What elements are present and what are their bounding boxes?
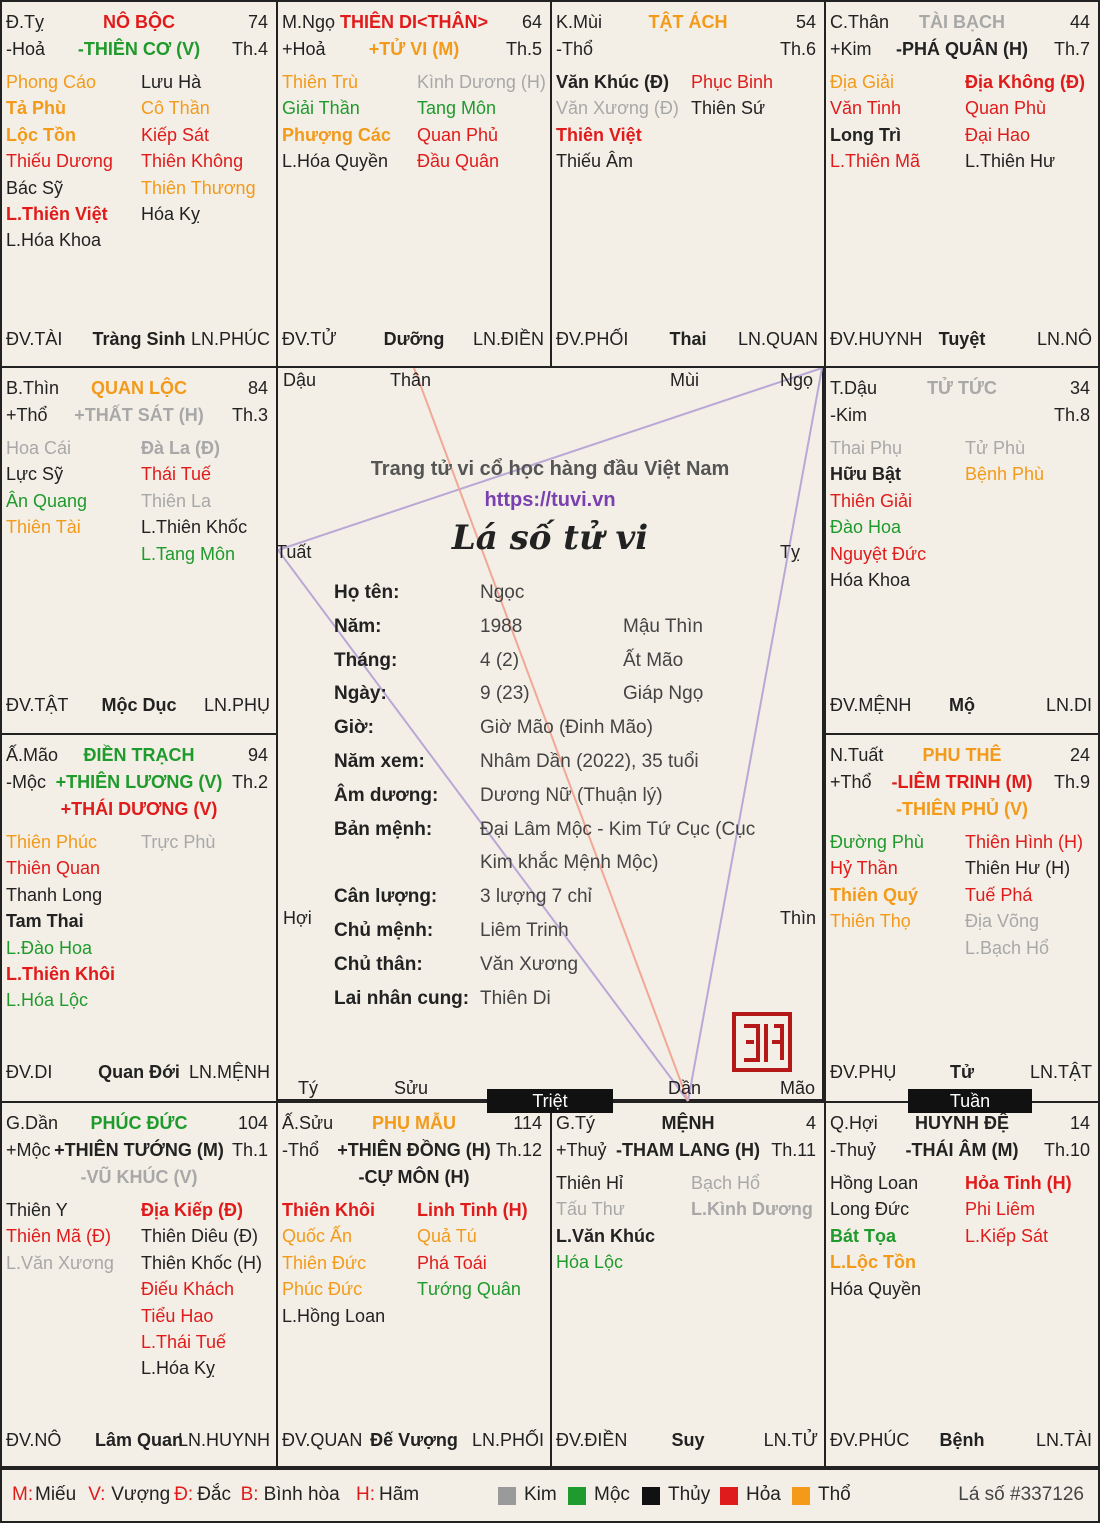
palace-month: Th.11 <box>771 1140 816 1160</box>
palace-age: 34 <box>1069 378 1090 398</box>
minor-star: Văn Khúc (Đ) <box>556 72 670 92</box>
luu-nien-label: LN.MỆNH <box>188 1062 270 1082</box>
info-value-2: Mậu Thìn <box>623 615 703 637</box>
legend-key: Đ: <box>174 1484 194 1505</box>
minor-star: Hóa Khoa <box>830 570 911 590</box>
minor-star: L.Hóa Quyền <box>282 151 389 172</box>
minor-star: L.Bạch Hổ <box>965 937 1050 958</box>
palace-name: THIÊN DI<THÂN> <box>339 12 489 32</box>
luu-nien-label: LN.PHỐI <box>471 1430 544 1450</box>
luu-nien-label: LN.PHỤ <box>203 695 270 715</box>
legend-value: Miếu <box>35 1484 77 1505</box>
minor-star: Địa Giải <box>830 72 895 92</box>
element-sign: -Mộc <box>6 772 46 792</box>
element-name: Mộc <box>594 1484 630 1505</box>
minor-star: Thanh Long <box>6 884 103 905</box>
palace-age: 74 <box>247 12 268 32</box>
minor-star: Giải Thần <box>282 98 360 119</box>
element-sign: +Thuỷ <box>556 1140 607 1160</box>
palace-name: PHỤ MẪU <box>372 1113 456 1133</box>
minor-star: Tấu Thư <box>556 1199 625 1220</box>
minor-star: Phượng Các <box>282 124 391 145</box>
palace-age: 104 <box>237 1113 268 1133</box>
minor-star: Quốc Ấn <box>282 1226 353 1247</box>
minor-star: Linh Tinh (H) <box>417 1200 528 1220</box>
luu-nien-label: LN.QUAN <box>737 329 818 349</box>
main-star: +THIÊN LƯƠNG (V) <box>55 772 223 792</box>
palace-than-canh[interactable] <box>824 0 1100 368</box>
element-name: Thủy <box>668 1484 711 1505</box>
minor-star: Thiên Diêu (Đ) <box>141 1226 259 1247</box>
dai-van-label: ĐV.TÀI <box>6 329 63 349</box>
minor-star: Hóa Kỵ <box>141 204 201 224</box>
palace-age: 14 <box>1069 1113 1090 1133</box>
legend-key: H: <box>356 1484 375 1505</box>
minor-star: Hoa Cái <box>6 438 72 458</box>
branch-name: Q.Hợi <box>830 1113 878 1133</box>
minor-star: Đại Hao <box>965 124 1031 145</box>
info-label: Cân lượng: <box>334 886 438 908</box>
minor-star: Lộc Tồn <box>6 124 76 145</box>
main-star: -THAM LANG (H) <box>616 1140 760 1160</box>
palace-month: Th.1 <box>231 1140 268 1160</box>
palace-month: Th.12 <box>495 1140 542 1160</box>
legend-value: Bình hòa <box>263 1484 340 1505</box>
dai-van-label: ĐV.ĐIỀN <box>556 1430 628 1450</box>
life-stage: Dưỡng <box>383 329 445 349</box>
info-value: Giờ Mão (Đinh Mão) <box>480 717 653 739</box>
branch-name: N.Tuất <box>830 745 884 765</box>
life-stage: Bệnh <box>939 1430 985 1450</box>
minor-star: Thiên La <box>141 490 212 511</box>
luu-nien-label: LN.TÀI <box>1035 1430 1092 1450</box>
site-url: https://tuvi.vn <box>484 489 616 511</box>
minor-star: Bác Sỹ <box>6 177 64 198</box>
chart-id: Lá số #337126 <box>958 1484 1084 1505</box>
minor-star: L.Thiên Khôi <box>6 964 115 984</box>
minor-star: Thiên Tài <box>6 517 81 538</box>
palace-name: PHU THÊ <box>922 745 1002 765</box>
corner-label-suu: Sửu <box>394 1078 429 1098</box>
info-value-2: Giáp Ngọ <box>623 683 704 705</box>
minor-star: Lực Sỹ <box>6 464 64 485</box>
minor-star: Nguyệt Đức <box>830 543 927 564</box>
minor-star: L.Kiếp Sát <box>965 1225 1049 1246</box>
minor-star: Bệnh Phù <box>965 464 1045 485</box>
palace-suu-at[interactable] <box>276 1101 552 1468</box>
minor-star: Quan Phù <box>965 98 1047 119</box>
corner-label-mui: Mùi <box>670 370 700 390</box>
minor-star: Hóa Quyền <box>830 1278 922 1299</box>
minor-star: Thiên Khốc (H) <box>141 1252 263 1273</box>
palace-ty-giap[interactable] <box>550 1101 826 1468</box>
minor-star: Tiểu Hao <box>141 1305 214 1326</box>
minor-star: Văn Tinh <box>830 98 902 119</box>
corner-label-ngo: Ngọ <box>780 370 814 390</box>
minor-star: Long Trì <box>830 124 901 145</box>
palace-name: TÀI BẠCH <box>919 12 1005 32</box>
element-sign: +Hoả <box>282 39 326 59</box>
info-label: Họ tên: <box>334 582 400 603</box>
element-sign: -Thổ <box>282 1140 320 1160</box>
minor-star: Địa Không (Đ) <box>965 72 1085 92</box>
main-star: -LIÊM TRINH (M) <box>891 772 1033 792</box>
palace-month: Th.8 <box>1053 405 1090 425</box>
corner-label-tuat: Tuất <box>276 542 312 562</box>
life-stage: Quan Đới <box>98 1062 180 1082</box>
minor-star: Tuế Phá <box>965 884 1033 905</box>
info-value: 1988 <box>480 615 523 637</box>
corner-label-dan: Dần <box>668 1078 702 1098</box>
info-value: 3 lượng 7 chỉ <box>480 886 592 908</box>
minor-star: Thiên Khôi <box>282 1200 375 1220</box>
minor-star: L.Thiên Mã <box>830 151 921 172</box>
corner-label-than: Thân <box>390 370 432 390</box>
palace-age: 64 <box>521 12 542 32</box>
life-stage: Suy <box>671 1430 705 1450</box>
life-stage: Mộ <box>949 695 975 715</box>
minor-star: Thiên Hình (H) <box>965 832 1084 852</box>
main-star: -THIÊN PHỦ (V) <box>896 799 1028 819</box>
branch-name: Ấ.Mão <box>6 745 59 765</box>
seal-logo <box>732 1012 792 1072</box>
info-value: Nhâm Dần (2022), 35 tuổi <box>480 751 699 772</box>
palace-age: 24 <box>1069 745 1090 765</box>
corner-label-dau: Dậu <box>283 370 317 390</box>
corner-label-thin: Thìn <box>780 908 817 928</box>
minor-star: Thiên Hư (H) <box>965 858 1071 879</box>
minor-star: Thiên Quan <box>6 858 101 879</box>
element-swatch <box>642 1487 660 1505</box>
life-stage: Tử <box>949 1062 975 1082</box>
palace-dau-tan[interactable] <box>824 366 1100 735</box>
palace-name: NÔ BỘC <box>103 12 175 32</box>
main-star: -THÁI ÂM (M) <box>905 1140 1019 1160</box>
chart-title: Lá số tử vi <box>451 518 649 558</box>
minor-star: Thiên Thọ <box>830 911 911 932</box>
info-label: Tháng: <box>334 649 398 671</box>
element-name: Thổ <box>818 1484 851 1505</box>
main-star: -PHÁ QUÂN (H) <box>896 39 1028 59</box>
element-swatch <box>498 1487 516 1505</box>
corner-label-ty_b: Tý <box>298 1078 318 1098</box>
dai-van-label: ĐV.PHÚC <box>830 1430 910 1450</box>
minor-star: Hữu Bật <box>830 464 902 485</box>
branch-name: Ấ.Sửu <box>282 1113 334 1133</box>
minor-star: Lưu Hà <box>141 72 202 92</box>
minor-star: Thiên Sứ <box>691 98 766 119</box>
minor-star: L.Đào Hoa <box>6 937 93 958</box>
info-value: Liêm Trinh <box>480 920 569 941</box>
palace-name: ĐIỀN TRẠCH <box>83 745 195 765</box>
palace-mao-at[interactable] <box>0 733 278 1103</box>
palace-month: Th.7 <box>1053 39 1090 59</box>
info-label: Ngày: <box>334 683 387 705</box>
tuan-tag: Tuần <box>908 1089 1032 1113</box>
minor-star: Tử Phù <box>965 438 1026 458</box>
branch-name: C.Thân <box>830 12 890 32</box>
legend-bar <box>0 1468 1100 1523</box>
minor-star: Thiên Y <box>6 1200 68 1220</box>
palace-name: TỬ TỨC <box>927 378 997 398</box>
main-star: -CỰ MÔN (H) <box>358 1167 470 1187</box>
dai-van-label: ĐV.MỆNH <box>830 695 912 715</box>
branch-name: K.Mùi <box>556 12 603 32</box>
minor-star: L.Thiên Hư <box>965 151 1056 172</box>
palace-dan-giap[interactable] <box>0 1101 278 1468</box>
main-star: +THIÊN ĐỒNG (H) <box>337 1140 491 1160</box>
dai-van-label: ĐV.HUYNH <box>830 329 923 349</box>
palace-month: Th.2 <box>231 772 268 792</box>
info-value-2: Ất Mão <box>623 649 684 671</box>
luu-nien-label: LN.ĐIỀN <box>472 329 544 349</box>
minor-star: L.Thái Tuế <box>141 1332 227 1352</box>
palace-ngo-mau[interactable] <box>276 0 552 368</box>
branch-name: G.Tý <box>556 1113 595 1133</box>
palace-hoi-quy[interactable] <box>824 1101 1100 1468</box>
minor-star: Thiên Mã (Đ) <box>6 1226 112 1247</box>
minor-star: Hỷ Thần <box>830 858 898 879</box>
minor-star: Văn Xương (Đ) <box>556 98 679 119</box>
minor-star: Tả Phù <box>6 98 67 119</box>
minor-star: L.Kình Dương <box>691 1199 813 1220</box>
info-value: Đại Lâm Mộc - Kim Tứ Cục (Cục <box>480 818 756 840</box>
minor-star: Thiên Hỉ <box>556 1173 624 1193</box>
minor-star: Kiếp Sát <box>141 124 210 145</box>
minor-star: Thiên Quý <box>830 884 919 905</box>
minor-star: Thiên Giải <box>830 490 913 511</box>
element-sign: -Thổ <box>556 39 594 59</box>
main-star: +THIÊN TƯỚNG (M) <box>54 1140 224 1160</box>
main-star: -THIÊN CƠ (V) <box>77 39 201 59</box>
minor-star: Hóa Lộc <box>556 1252 624 1273</box>
dai-van-label: ĐV.NÔ <box>6 1430 62 1450</box>
branch-name: T.Dậu <box>830 378 878 398</box>
minor-star: L.Tang Môn <box>141 543 236 564</box>
luu-nien-label: LN.PHÚC <box>190 329 270 349</box>
main-star: +TỬ VI (M) <box>368 39 460 59</box>
palace-month: Th.9 <box>1053 772 1090 792</box>
dai-van-label: ĐV.TỬ <box>282 329 337 349</box>
legend-value: Hãm <box>379 1484 420 1505</box>
minor-star: Phá Toái <box>417 1252 487 1273</box>
dai-van-label: ĐV.DI <box>6 1062 53 1082</box>
minor-star: Quan Phủ <box>417 124 499 145</box>
minor-star: Thái Tuế <box>141 464 212 485</box>
minor-star: Đầu Quân <box>417 151 500 172</box>
triet-tag: Triệt <box>487 1089 613 1113</box>
element-sign: +Thổ <box>830 772 872 792</box>
palace-age: 54 <box>795 12 816 32</box>
luu-nien-label: LN.TỬ <box>763 1430 818 1450</box>
info-value: 4 (2) <box>480 649 520 671</box>
palace-month: Th.10 <box>1043 1140 1090 1160</box>
minor-star: Đào Hoa <box>830 517 902 538</box>
minor-star: Điếu Khách <box>141 1279 235 1300</box>
main-star: -VŨ KHÚC (V) <box>80 1167 198 1187</box>
minor-star: L.Văn Khúc <box>556 1225 656 1246</box>
center-panel <box>276 366 824 1101</box>
info-label: Lai nhân cung: <box>334 987 470 1009</box>
palace-ty-dinh[interactable] <box>0 0 278 368</box>
palace-tuat-nham[interactable] <box>824 733 1100 1103</box>
minor-star: Ân Quang <box>6 490 88 511</box>
minor-star: Đà La (Đ) <box>141 438 221 458</box>
info-label: Bản mệnh: <box>334 818 433 840</box>
minor-star: Thiên Thương <box>141 177 256 198</box>
minor-star: L.Hóa Lộc <box>6 990 89 1011</box>
palace-name: MỆNH <box>661 1113 715 1133</box>
palace-mui-ky[interactable] <box>550 0 826 368</box>
palace-month: Th.4 <box>231 39 268 59</box>
minor-star: Kình Dương (H) <box>417 72 546 92</box>
life-stage: Tuyệt <box>938 329 986 349</box>
palace-age: 4 <box>805 1113 816 1133</box>
life-stage: Lâm Quan <box>94 1430 183 1450</box>
dai-van-label: ĐV.TẬT <box>6 695 69 715</box>
info-label: Giờ: <box>334 717 374 739</box>
minor-star: Tang Môn <box>417 98 497 119</box>
element-sign: -Thuỷ <box>830 1140 877 1160</box>
minor-star: Cô Thần <box>141 98 210 119</box>
palace-month: Th.5 <box>505 39 542 59</box>
branch-name: Đ.Tỵ <box>6 12 44 32</box>
life-stage: Thai <box>669 329 707 349</box>
luu-nien-label: LN.HUYNH <box>177 1430 270 1450</box>
palace-name: HUYNH ĐỆ <box>914 1113 1009 1133</box>
site-heading: Trang tử vi cổ học hàng đầu Việt Nam <box>370 458 730 480</box>
life-stage: Mộc Dục <box>101 695 177 715</box>
element-swatch <box>568 1487 586 1505</box>
info-label: Năm xem: <box>334 751 425 772</box>
palace-name: TẬT ÁCH <box>648 12 728 32</box>
dai-van-label: ĐV.PHỤ <box>830 1062 897 1082</box>
legend-key: M: <box>12 1484 34 1505</box>
palace-name: PHÚC ĐỨC <box>90 1113 188 1133</box>
corner-label-mao: Mão <box>780 1078 816 1098</box>
dai-van-label: ĐV.PHỐI <box>556 329 629 349</box>
palace-age: 94 <box>247 745 268 765</box>
info-value: 9 (23) <box>480 683 530 705</box>
legend-value: Đắc <box>197 1484 231 1505</box>
element-sign: +Mộc <box>6 1140 51 1160</box>
minor-star: L.Hóa Kỵ <box>141 1358 216 1379</box>
corner-label-ty_r: Tỵ <box>780 542 800 562</box>
minor-star: Bát Tọa <box>830 1225 897 1246</box>
minor-star: Thiếu Âm <box>556 151 634 172</box>
minor-star: Đường Phù <box>830 832 924 852</box>
luu-nien-label: LN.NÔ <box>1036 329 1092 349</box>
minor-star: Thiên Phúc <box>6 832 98 852</box>
luu-nien-label: LN.TẬT <box>1029 1062 1092 1082</box>
corner-label-hoi: Hợi <box>283 908 312 928</box>
info-label: Năm: <box>334 615 382 637</box>
minor-star: L.Hóa Khoa <box>6 230 102 251</box>
info-label: Chủ thân: <box>334 953 423 975</box>
minor-star: Thiên Trù <box>282 72 359 92</box>
element-swatch <box>720 1487 738 1505</box>
element-swatch <box>792 1487 810 1505</box>
minor-star: Bạch Hổ <box>691 1173 761 1193</box>
palace-month: Th.6 <box>779 39 816 59</box>
branch-name: M.Ngọ <box>282 12 336 32</box>
minor-star: L.Thiên Khốc <box>141 517 248 538</box>
palace-name: QUAN LỘC <box>91 378 187 398</box>
info-label: Âm dương: <box>334 784 439 806</box>
life-stage: Tràng Sinh <box>92 329 186 349</box>
palace-age: 44 <box>1069 12 1090 32</box>
legend-value: Vượng <box>111 1484 171 1505</box>
element-sign: +Kim <box>830 39 872 59</box>
legend-key: V: <box>88 1484 106 1505</box>
minor-star: L.Thiên Việt <box>6 204 108 224</box>
info-value: Dương Nữ (Thuận lý) <box>480 784 663 806</box>
minor-star: Địa Kiếp (Đ) <box>141 1200 244 1220</box>
life-stage: Đế Vượng <box>370 1430 458 1450</box>
info-label: Chủ mệnh: <box>334 920 434 941</box>
main-star: +THẤT SÁT (H) <box>74 405 204 425</box>
minor-star: Quả Tú <box>417 1226 477 1247</box>
palace-age: 84 <box>247 378 268 398</box>
element-sign: -Kim <box>830 405 867 425</box>
branch-name: B.Thìn <box>6 378 60 398</box>
palace-thin-binh[interactable] <box>0 366 278 735</box>
minor-star: Trực Phù <box>141 832 216 852</box>
minor-star: Long Đức <box>830 1199 910 1220</box>
minor-star: Phúc Đức <box>282 1279 363 1300</box>
minor-star: Tướng Quân <box>417 1279 521 1300</box>
minor-star: Phi Liêm <box>965 1199 1036 1220</box>
minor-star: Hồng Loan <box>830 1173 919 1193</box>
info-value: Văn Xương <box>480 953 579 975</box>
info-value: Kim khắc Mệnh Mộc) <box>480 852 659 874</box>
minor-star: L.Lộc Tồn <box>830 1252 916 1273</box>
minor-star: L.Hồng Loan <box>282 1305 386 1326</box>
element-sign: -Hoả <box>6 39 46 59</box>
element-name: Hỏa <box>746 1484 781 1505</box>
minor-star: Thiên Việt <box>556 124 642 145</box>
legend-key: B: <box>240 1484 259 1505</box>
element-sign: +Thổ <box>6 405 48 425</box>
palace-age: 114 <box>513 1113 542 1133</box>
palace-month: Th.3 <box>231 405 268 425</box>
minor-star: Tam Thai <box>6 911 84 932</box>
element-name: Kim <box>524 1484 557 1505</box>
luu-nien-label: LN.DI <box>1045 695 1092 715</box>
minor-star: Phong Cáo <box>6 72 97 92</box>
minor-star: Thiên Đức <box>282 1252 367 1273</box>
minor-star: Phục Binh <box>691 72 774 92</box>
info-value: Ngọc <box>480 582 525 603</box>
minor-star: Hỏa Tinh (H) <box>965 1173 1072 1193</box>
branch-name: G.Dần <box>6 1113 59 1133</box>
dai-van-label: ĐV.QUAN <box>282 1430 363 1450</box>
info-value: Thiên Di <box>480 987 551 1009</box>
minor-star: Thiếu Dương <box>6 151 113 172</box>
minor-star: Thiên Không <box>141 151 244 172</box>
minor-star: Thai Phụ <box>830 438 903 458</box>
main-star: +THÁI DƯƠNG (V) <box>60 799 218 819</box>
minor-star: Địa Võng <box>965 911 1040 932</box>
minor-star: L.Văn Xương <box>6 1252 114 1273</box>
